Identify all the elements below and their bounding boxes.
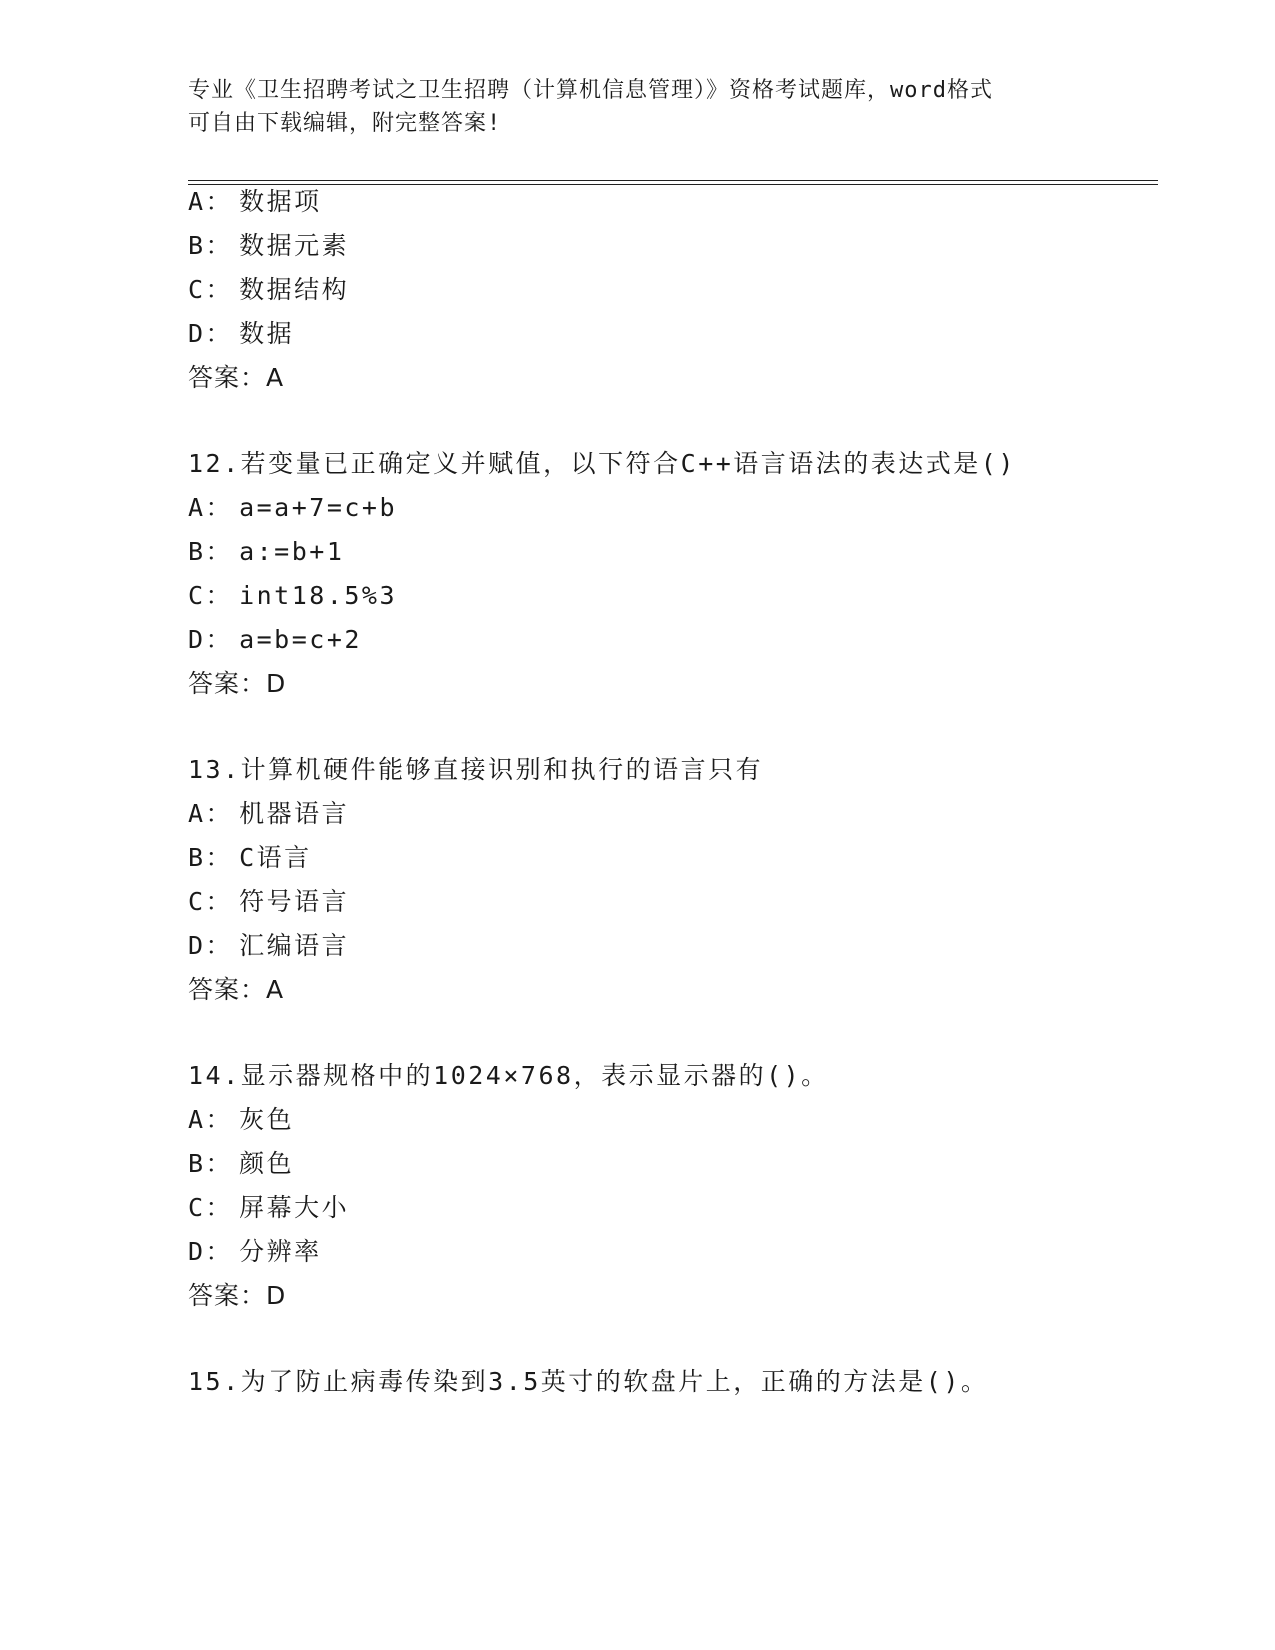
option-label: B： (188, 843, 234, 872)
answer-text: 答案：A (188, 975, 285, 1004)
q11-option-b (188, 230, 349, 262)
option-text: a:=b+1 (239, 537, 345, 566)
q13-answer (188, 974, 284, 1006)
answer-text: 答案：D (188, 669, 287, 698)
option-text: 屏幕大小 (239, 1193, 350, 1222)
q11-option-d (188, 318, 294, 350)
option-label: D： (188, 319, 234, 348)
q12-option-a (188, 492, 397, 524)
q12-option-d (188, 624, 362, 656)
option-text: 符号语言 (239, 887, 350, 916)
q14-option-a (188, 1104, 294, 1136)
option-text: 机器语言 (239, 799, 350, 828)
q11-option-c (188, 274, 349, 306)
option-text: int18.5%3 (239, 581, 398, 610)
q12-option-c (188, 580, 397, 612)
q14-option-c (188, 1192, 349, 1224)
option-text: 分辨率 (239, 1237, 322, 1266)
q11-answer (188, 362, 284, 394)
q11-option-a (188, 186, 322, 218)
option-label: A： (188, 493, 234, 522)
option-text: 颜色 (239, 1149, 295, 1178)
option-text: a=b=c+2 (239, 625, 362, 654)
option-label: C： (188, 275, 234, 304)
option-label: A： (188, 187, 234, 216)
option-label: C： (188, 581, 234, 610)
q13-option-d (188, 930, 349, 962)
option-label: D： (188, 625, 234, 654)
option-text: 数据项 (239, 187, 322, 216)
option-text: 灰色 (239, 1105, 295, 1134)
q13-question: 13.计算机硬件能够直接识别和执行的语言只有 (188, 755, 764, 784)
option-label: D： (188, 931, 234, 960)
option-label: B： (188, 231, 234, 260)
option-text: 汇编语言 (239, 931, 350, 960)
q13-option-c (188, 886, 349, 918)
option-text: 数据元素 (239, 231, 350, 260)
q12-answer (188, 668, 286, 700)
header-line-2: 可自由下载编辑，附完整答案! (188, 111, 502, 136)
option-label: B： (188, 537, 234, 566)
q13-option-a (188, 798, 349, 830)
header-line-1: 专业《卫生招聘考试之卫生招聘（计算机信息管理）》资格考试题库，word格式 (188, 78, 993, 103)
q13-option-b (188, 842, 312, 874)
q14-question: 14.显示器规格中的1024×768，表示显示器的()。 (188, 1061, 829, 1090)
answer-text: 答案：D (188, 1281, 287, 1310)
option-label: C： (188, 1193, 234, 1222)
option-label: C： (188, 887, 234, 916)
option-text: 数据结构 (239, 275, 350, 304)
option-text: a=a+7=c+b (239, 493, 398, 522)
header-divider (188, 180, 1158, 185)
q15-question: 15.为了防止病毒传染到3.5英寸的软盘片上，正确的方法是()。 (188, 1367, 989, 1396)
q12-option-b (188, 536, 344, 568)
document-header (188, 74, 1088, 140)
option-text: 数据 (239, 319, 295, 348)
option-label: A： (188, 1105, 234, 1134)
q14-option-d (188, 1236, 322, 1268)
option-text: C语言 (239, 843, 312, 872)
option-label: A： (188, 799, 234, 828)
q14-option-b (188, 1148, 294, 1180)
q14-answer (188, 1280, 286, 1312)
q12-question: 12.若变量已正确定义并赋值，以下符合C++语言语法的表达式是() (188, 449, 1016, 478)
option-label: D： (188, 1237, 234, 1266)
option-label: B： (188, 1149, 234, 1178)
answer-text: 答案：A (188, 363, 285, 392)
